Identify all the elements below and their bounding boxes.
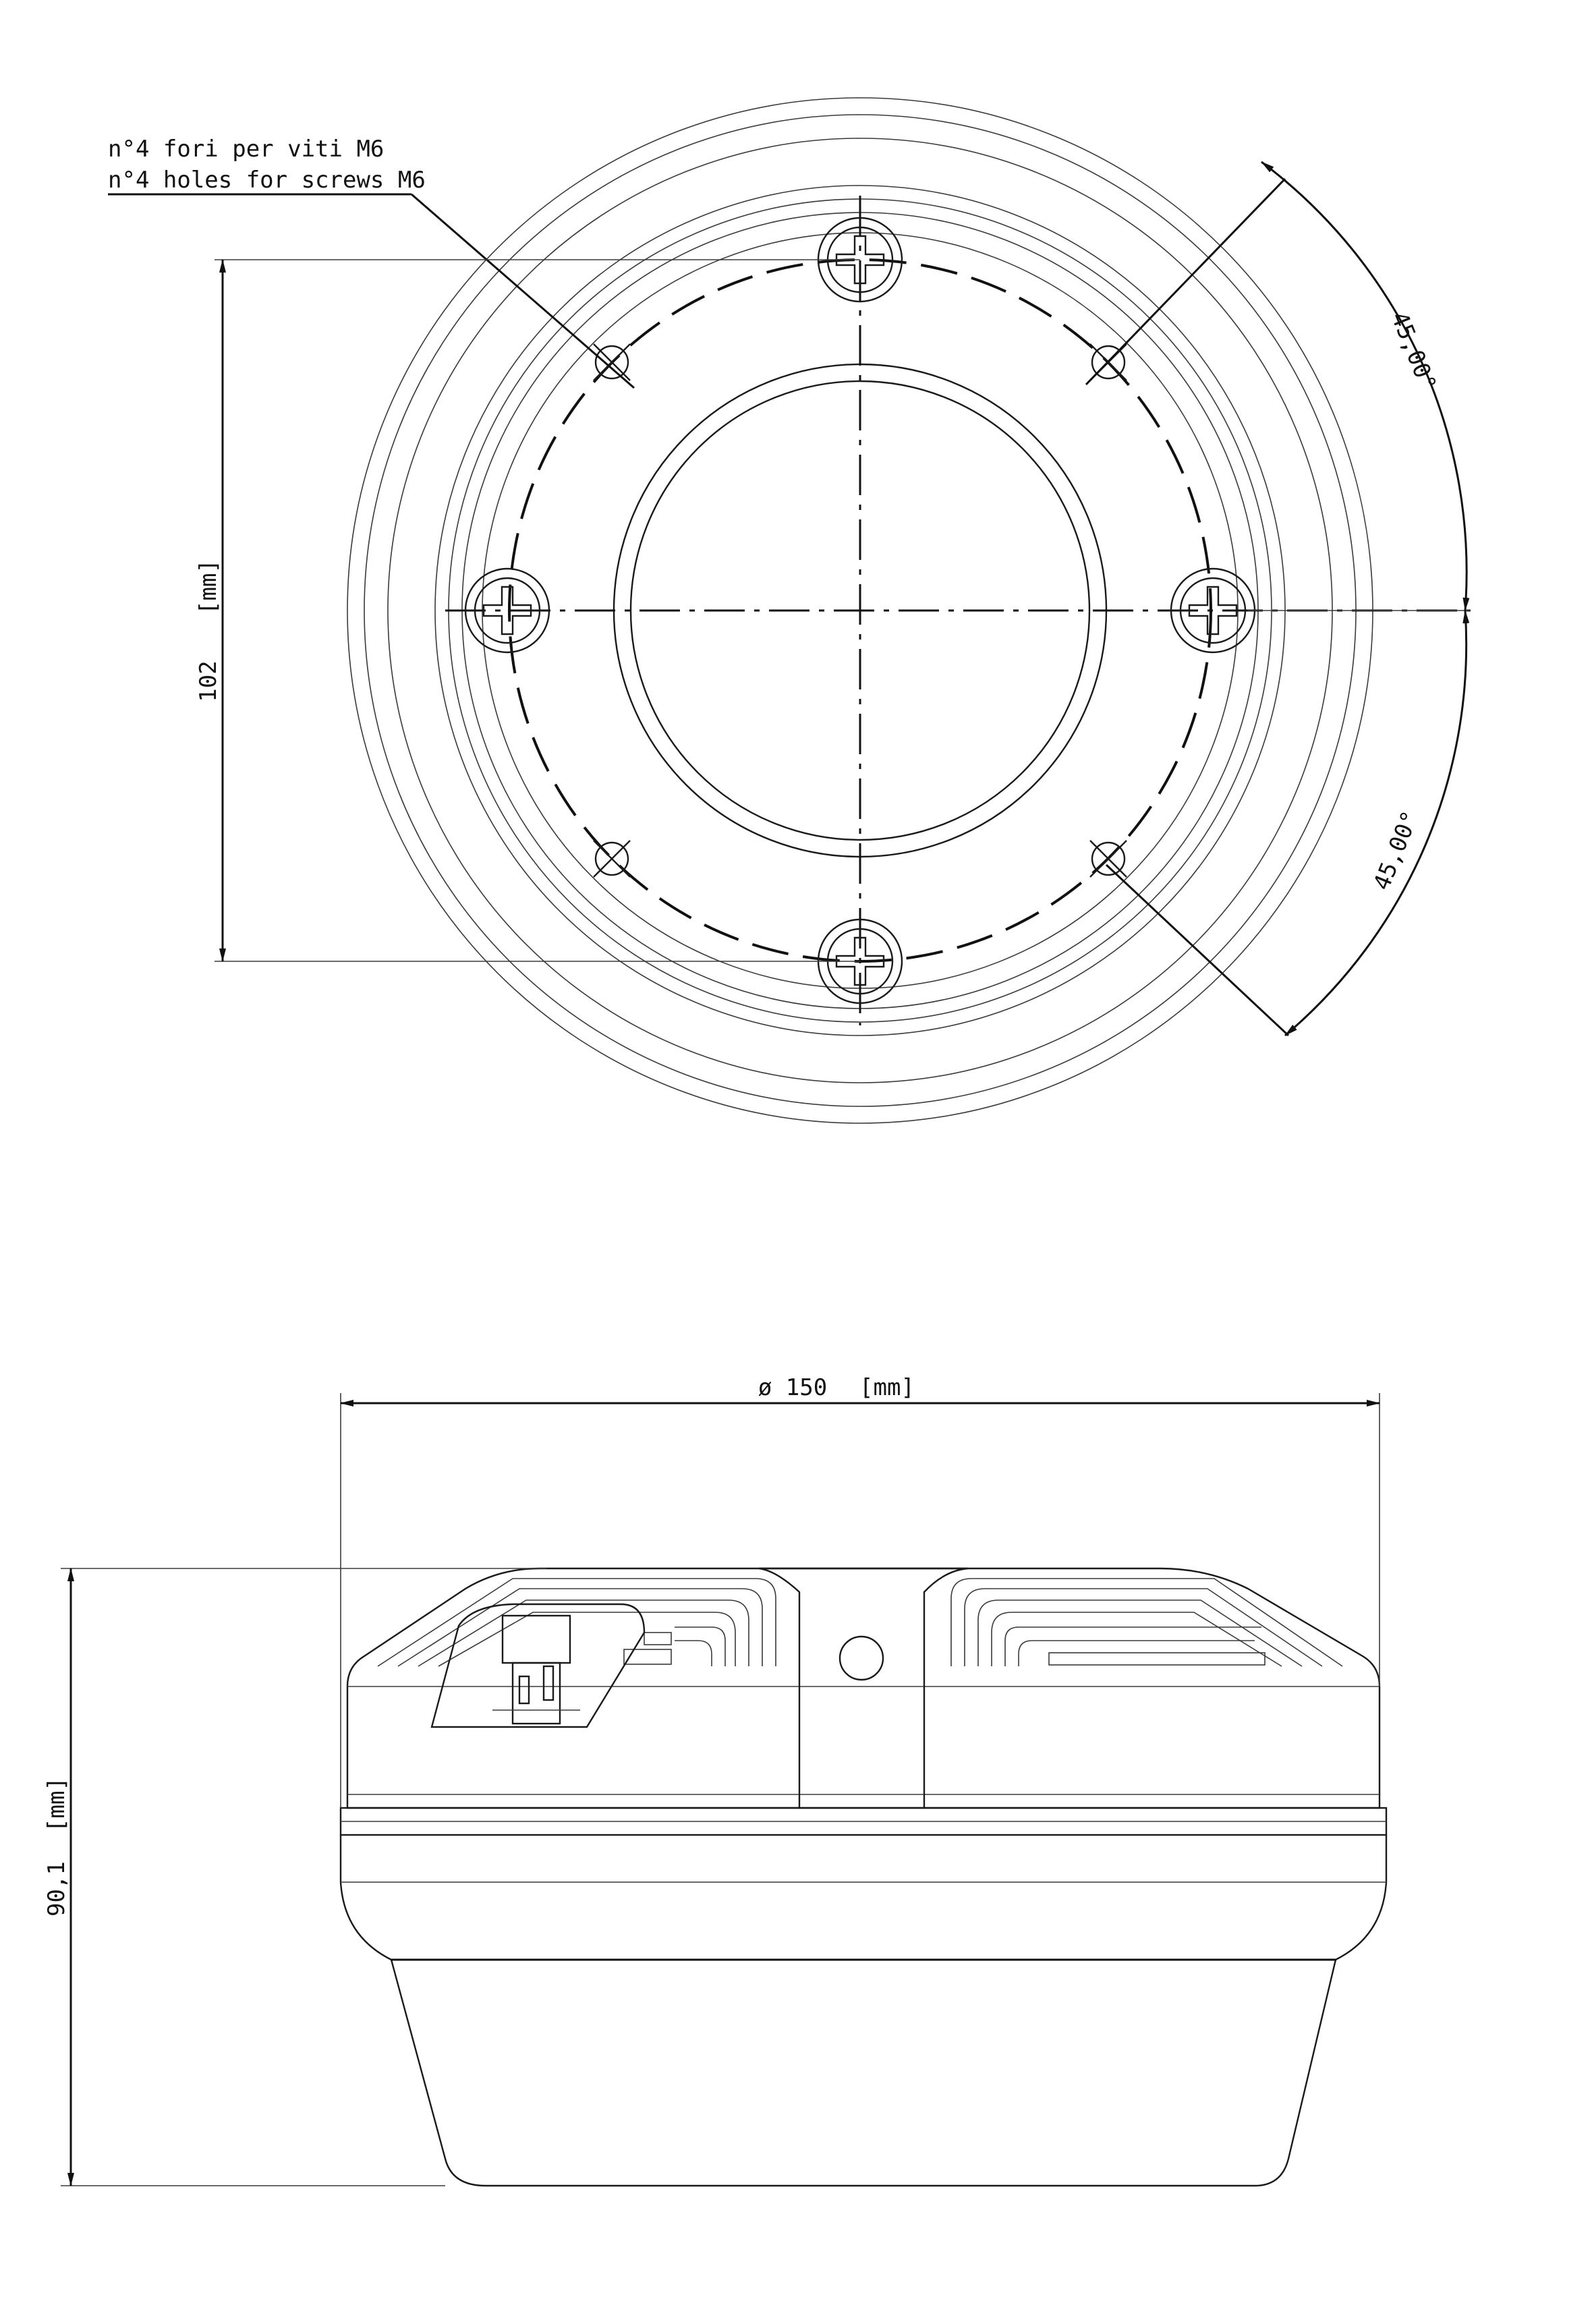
cooling-fins-right [951, 1579, 1342, 1666]
side-view [43, 1374, 1386, 2186]
top-view [108, 98, 1471, 1123]
holes-note [108, 136, 634, 388]
note-italian: n°4 fori per viti M6 [108, 136, 385, 163]
dimension-height [43, 1568, 546, 2186]
dimension-height-unit: [mm] [43, 1777, 70, 1832]
mounting-hole-lower-left [594, 841, 630, 877]
dimension-102-unit: [mm] [195, 559, 222, 615]
center-bolt [840, 1637, 883, 1680]
dimension-height-value: 90,1 [43, 1861, 70, 1917]
flange-lower [341, 1835, 1386, 1960]
angle-lower-label: 45,00° [1368, 807, 1425, 895]
dimension-diameter-unit: [mm] [859, 1374, 915, 1401]
dimension-diameter-value: ø 150 [758, 1374, 828, 1401]
terminal-connector [432, 1604, 644, 1727]
conical-body [391, 1960, 1336, 2186]
angle-dimensions [1086, 162, 1471, 1036]
mounting-hole-upper-left [594, 344, 630, 380]
dimension-diameter [341, 1374, 1380, 1808]
center-block [759, 1568, 968, 1687]
mounting-hole-lower-right [1090, 841, 1127, 877]
note-english: n°4 holes for screws M6 [108, 167, 426, 194]
angle-arc-lower [1285, 611, 1467, 1036]
dimension-102-value: 102 [195, 660, 222, 702]
angle-upper-label: 45,00° [1385, 308, 1442, 395]
cooling-fins-left [378, 1579, 776, 1666]
